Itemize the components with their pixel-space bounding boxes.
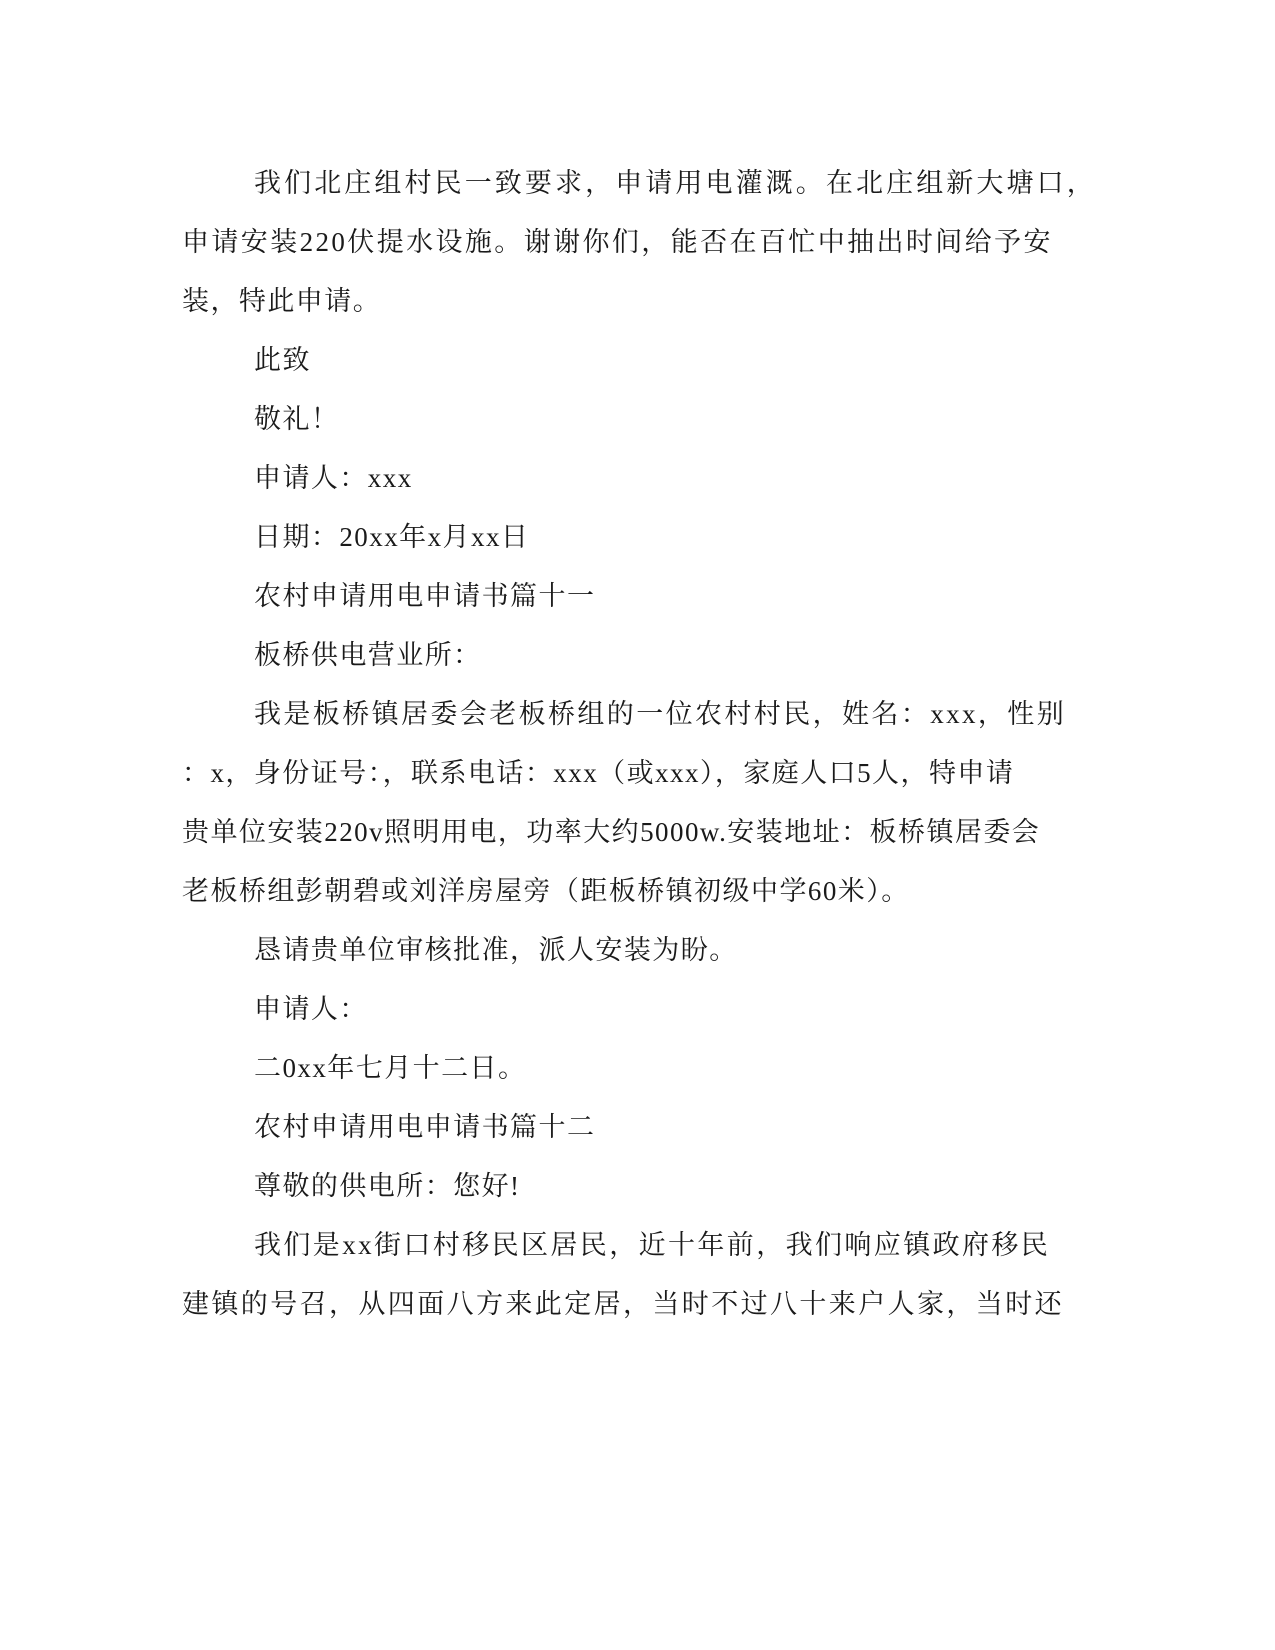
section-heading: 农村申请用电申请书篇十一 bbox=[254, 581, 596, 611]
recipient-line: 板桥供电营业所： bbox=[254, 640, 482, 670]
paragraph-line: 贵单位安装220v照明用电，功率大约5000w.安装地址：板桥镇居委会 bbox=[182, 817, 1041, 847]
section-heading: 农村申请用电申请书篇十二 bbox=[254, 1112, 596, 1142]
applicant-line: 申请人：xxx bbox=[254, 463, 413, 493]
date-line: 日期：20xx年x月xx日 bbox=[254, 522, 530, 552]
paragraph-line: 我是板桥镇居委会老板桥组的一位农村村民，姓名：xxx，性别 bbox=[254, 699, 1067, 729]
paragraph-line: 我们北庄组村民一致要求，申请用电灌溉。在北庄组新大塘口， bbox=[254, 168, 1097, 198]
paragraph-line: 恳请贵单位审核批准，派人安装为盼。 bbox=[254, 935, 738, 965]
recipient-line: 尊敬的供电所：您好! bbox=[254, 1171, 521, 1201]
applicant-line: 申请人： bbox=[254, 994, 368, 1024]
closing-line: 此致 bbox=[254, 345, 311, 375]
closing-line: 敬礼！ bbox=[254, 404, 340, 434]
paragraph-line: 装，特此申请。 bbox=[182, 286, 382, 316]
paragraph-line: 申请安装220伏提水设施。谢谢你们，能否在百忙中抽出时间给予安 bbox=[182, 227, 1053, 257]
paragraph-line: 老板桥组彭朝碧或刘洋房屋旁（距板桥镇初级中学60米）。 bbox=[182, 876, 910, 906]
document-body bbox=[182, 158, 1097, 1338]
paragraph-line: ：x，身份证号：，联系电话：xxx（或xxx），家庭人口5人，特申请 bbox=[182, 758, 1015, 788]
paragraph-line: 建镇的号召，从四面八方来此定居，当时不过八十来户人家，当时还 bbox=[182, 1289, 1064, 1319]
date-line: 二0xx年七月十二日。 bbox=[254, 1053, 527, 1083]
paragraph-line: 我们是xx街口村移民区居民，近十年前，我们响应镇政府移民 bbox=[254, 1230, 1051, 1260]
